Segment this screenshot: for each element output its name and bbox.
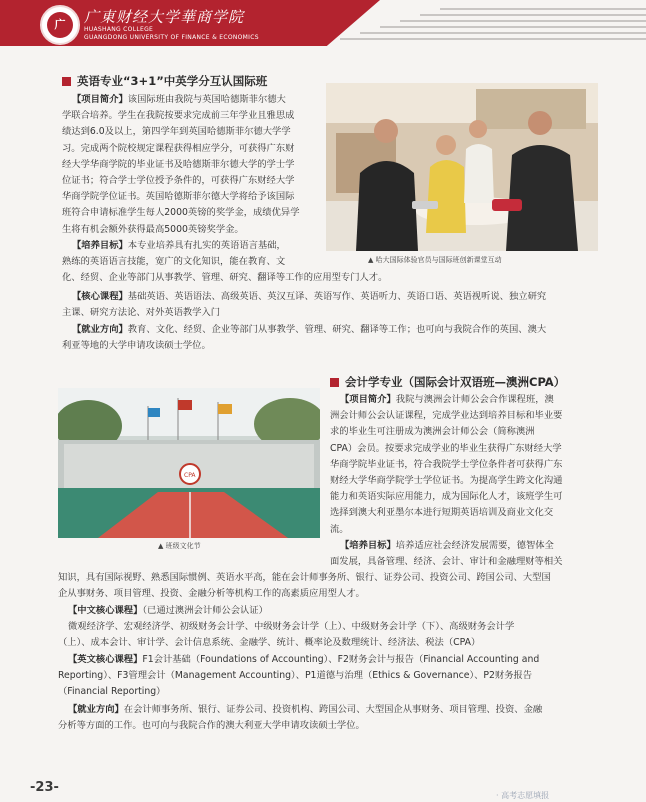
section-english-heading: [62, 73, 267, 89]
college-logo: [40, 5, 80, 45]
career-tag: 【就业方向】: [68, 704, 124, 715]
college-name-en-line2: GUANGDONG UNIVERSITY OF FINANCE & ECONOMICS: [84, 34, 259, 41]
en-core-tag: 【英文核心课程】: [68, 654, 143, 665]
header-decorative-stripes: [300, 6, 646, 46]
section-english-goal: 【培养目标】本专业培养具有扎实的英语语言基础， 熟练的英语语言技能，宽广的文化知识，能在教育、文 化、经贸、企业等部门从事教学、管理、研究、翻译等工作的应用型专门人才。: [62, 240, 388, 284]
college-logo-emblem: 广: [47, 12, 73, 38]
intro-tag: 【项目简介】: [72, 94, 128, 105]
section-english-intro: 【项目简介】该国际班由我院与英国哈德斯菲尔德大 学联合培养。学生在我院按要求完成前三年学业且雅思成 绩达到6.0及以上，第四学年到英国哈德斯菲尔德大学学 习。完成两个院校规定课程获得相应学分，可获得广东财 经大学华商学院的毕业证书及哈德斯菲尔德大学的学士学 位证书；符合学士学位授予条件的，可获得广东财经大学 华商学院学位证书。英国哈德斯菲尔德大学将给予该国际 班符合申请标准学生每人2000英镑的奖学金，成绩优异学 生将有机会额外获得最高5000英镑奖学金。: [62, 94, 300, 235]
classroom-photo-illustration: [326, 83, 598, 251]
photo-banner-text: CPA: [184, 472, 196, 479]
section-accounting-career: 【就业方向】在会计师事务所、银行、证券公司、投资机构、跨国公司、大型国企从事财务、项目管理、投资、金融 分析等方面的工作。也可向与我院合作的澳大利亚大学申请攻读硕士学位。: [58, 704, 543, 732]
college-name-cn: 广東财经大学華商学院: [84, 8, 245, 26]
section-accounting-goal-part2: 知识，具有国际视野、熟悉国际惯例、英语水平高，能在会计师事务所、银行、证券公司、投资公司、跨国公司、大型国 企从事财务、项目管理、投资、金融分析等机构工作的高素质应用型人才。: [58, 572, 551, 600]
cn-core-note: （已通过澳洲会计师公会认证）: [142, 605, 268, 616]
watermark-text: · 高考志愿填报: [496, 791, 550, 800]
college-name-en-line1: HUASHANG COLLEGE: [84, 26, 154, 33]
section-accounting-en-core: 【英文核心课程】F1会计基础（Foundations of Accounting）、F2财务会计与报告（Financial Accounting and Reporting）、F3管理会计（Management Accounting）、P1道德与治理（Ethics & Governance）、P2财务报告 （Financial Reporting）: [58, 654, 540, 698]
goal-tag: 【培养目标】: [72, 240, 128, 251]
career-tag: 【就业方向】: [72, 324, 128, 335]
page-header: [0, 0, 646, 52]
section-accounting-title: 会计学专业（国际会计双语班—澳洲CPA）: [345, 375, 566, 389]
goal-tag: 【培养目标】: [340, 540, 396, 551]
section-marker-icon: [330, 378, 339, 387]
classroom-photo: [326, 83, 598, 251]
cn-core-tag: 【中文核心课程】: [68, 605, 143, 616]
class-culture-photo: [58, 388, 320, 538]
section-accounting-cn-core: 【中文核心课程】（已通过澳洲会计师公会认证） 微观经济学、宏观经济学、初级财务会计学、中级财务会计学（上）、中级财务会计学（下）、高级财务会计学 （上）、成本会计、审计学、会计信息系统、金融学、统计、概率论及数理统计、经济法、税法（CPA）: [58, 605, 515, 649]
section-accounting-intro: 【项目简介】我院与澳洲会计师公会合作课程班，澳 洲会计师公会认证课程，完成学业达到培养目标和毕业要 求的毕业生可注册成为澳洲会计师公会（简称澳洲 CPA）会员。按要求完成学业的毕业生获得广东财经大学 华商学院毕业证书，符合我院学士学位条件者可获得广东 财经大学华商学院学士学位证书。为提高学生跨文化沟通 能力和英语实际应用能力，成为国际化人才，该班学生可 选择到澳大利亚墨尔本进行短期英语培训及商业文化交 流。: [330, 394, 563, 535]
section-english-core: 【核心课程】基础英语、英语语法、高级英语、英汉互译、英语写作、英语听力、英语口语、英语视听说、独立研究 主课、研究方法论、对外英语教学入门: [62, 291, 547, 319]
class-culture-photo-caption: ▲ 班级文化节: [158, 542, 201, 550]
section-english-career: 【就业方向】教育、文化、经贸、企业等部门从事教学、管理、研究、翻译等工作；也可向与我院合作的英国、澳大 利亚等地的大学申请攻读硕士学位。: [62, 324, 547, 352]
classroom-photo-caption: ▲ 哈大国际体验官员与国际班创新课堂互动: [368, 256, 502, 264]
class-culture-photo-illustration: [58, 388, 320, 538]
section-english-title: 英语专业“3+1”中英学分互认国际班: [77, 74, 268, 88]
section-marker-icon: [62, 77, 71, 86]
page-number: -23-: [30, 780, 59, 795]
intro-tag: 【项目简介】: [340, 394, 396, 405]
section-accounting-goal-part1: 【培养目标】培养适应社会经济发展需要，德智体全 面发展，具备管理、经济、会计、审计和金融理财等相关: [330, 540, 563, 568]
section-accounting-heading: [330, 374, 565, 390]
core-tag: 【核心课程】: [72, 291, 128, 302]
